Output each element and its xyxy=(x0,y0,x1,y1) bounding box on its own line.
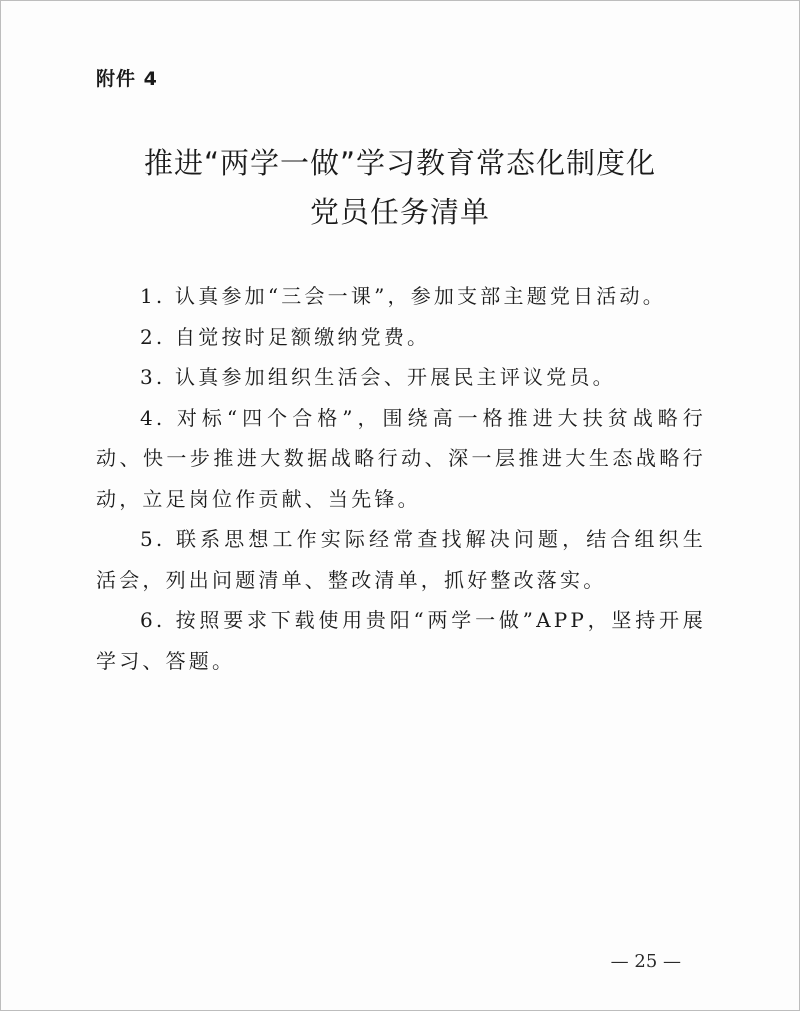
task-list xyxy=(96,276,706,681)
attachment-label: 附件 4 xyxy=(96,68,158,90)
task-item-3: 3. 认真参加组织生活会、开展民主评议党员。 xyxy=(140,365,616,389)
task-item-4: 4. 对标“四个合格”，围绕高一格推进大扶贫战略行动、快一步推进大数据战略行动、深一层推进大生态战略行动，立足岗位作贡献、当先锋。 xyxy=(96,405,706,511)
document-title-line-1: 推进“两学一做”学习教育常态化制度化 xyxy=(143,146,657,180)
task-item-6: 6. 按照要求下载使用贵阳“两学一做”APP，坚持开展学习、答题。 xyxy=(96,608,706,673)
document-title-line-2: 党员任务清单 xyxy=(309,195,490,229)
page-number: — 25 — xyxy=(610,951,681,972)
task-item-5: 5. 联系思想工作实际经常查找解决问题，结合组织生活会，列出问题清单、整改清单，抓好整改落实。 xyxy=(96,527,706,592)
task-item-1: 1. 认真参加“三会一课”，参加支部主题党日活动。 xyxy=(140,284,666,308)
task-item-2: 2. 自觉按时足额缴纳党费。 xyxy=(140,324,431,349)
